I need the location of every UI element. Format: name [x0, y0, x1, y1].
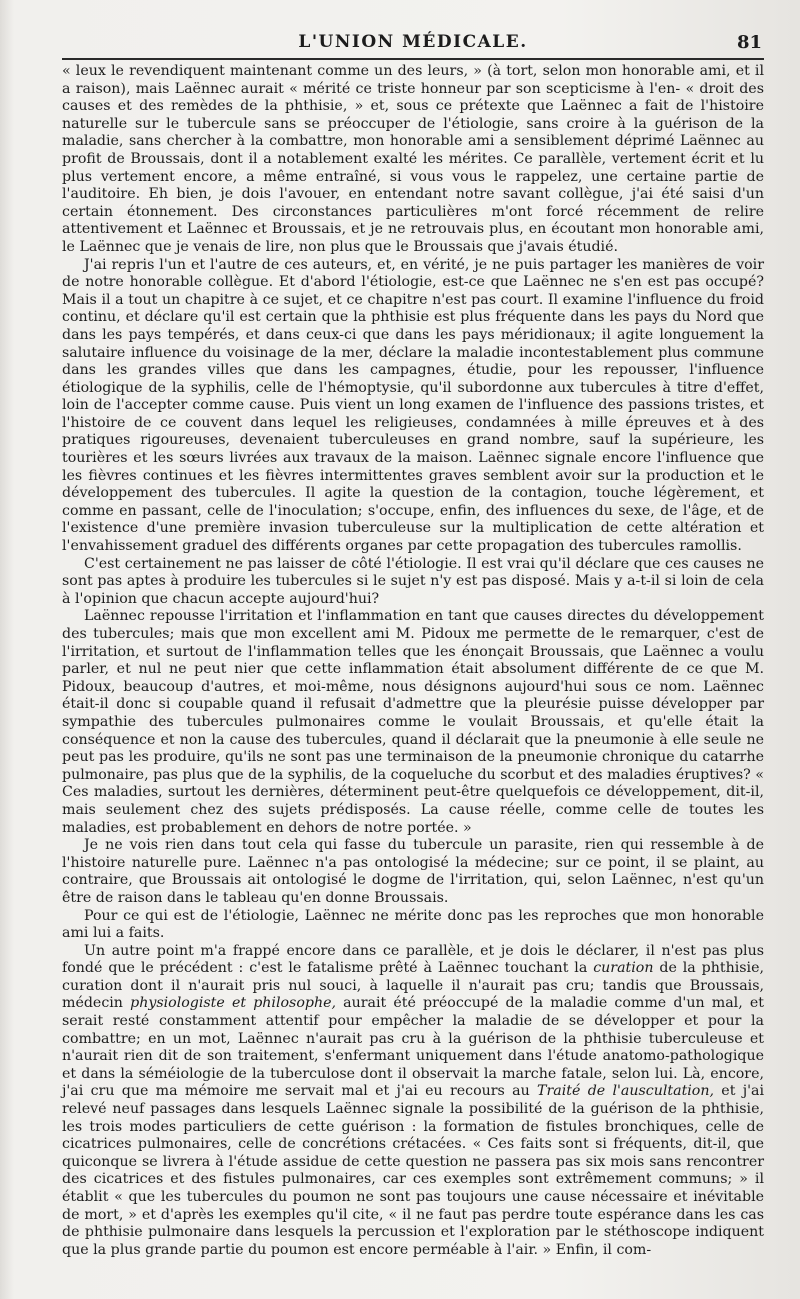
text-run: de la phthisie, curation dont il n'aurait pris nul souci, à laquelle il n'aurait pas cru; tandis que Broussais, médecin: [62, 960, 764, 1012]
paragraph: J'ai repris l'un et l'autre de ces auteurs, et, en vérité, je ne puis partager les manières de voir de notre honorable collègue. Et d'abord l'étiologie, est-ce que Laënnec ne s'en est pas occupé? Mais il a tout un chapitre à ce sujet, et ce chapitre n'est pas court. Il examine l'influence du froid continu, et déclare qu'il est certain que la phthisie est plus fréquente dans les pays du Nord que dans les pays tempérés, et dans ceux-ci que dans les pays méridionaux; il agite longuement la salutaire influence du voisinage de la mer, déclare la maladie incontestablement plus commune dans les grandes villes que dans les campagnes, étudie, pour les repousser, l'influence étiologique de la syphilis, celle de l'hémoptysie, qu'il subordonne aux tubercules à titre d'effet, loin de l'accepter comme cause. Puis vient un long examen de l'influence des passions tristes, et l'histoire de ce couvent dans lequel les religieuses, condamnées à mille épreuves et à des pratiques rigoureuses, devenaient tuberculeuses en grand nombre, sauf la supérieure, les tourières et les sœurs livrées aux travaux de la maison. Laënnec signale encore l'influence que les fièvres continues et les fièvres intermittentes graves semblent avoir sur la production et le développement des tubercules. Il agite la question de la contagion, touche légèrement, et comme en passant, celle de l'inoculation; s'occupe, enfin, des influences du sexe, de l'âge, et de l'existence d'une première invasion tuberculeuse sur la multiplication de cette altération et l'envahissement graduel des différents organes par cette propagation des tubercules ramollis.: [62, 256, 764, 555]
running-header: [62, 24, 764, 60]
italic-term: physiologiste et philosophe,: [130, 995, 336, 1012]
text-run: aurait été préoccupé de la maladie comme d'un mal, et serait resté constamment attentif pour empêcher la maladie de se développer et pour la combattre; en un mot, Laënnec n'aurait pas cru à la guérison de la phthisie tuberculeuse et n'aurait rien dit de son traitement, s'enfermant uniquement dans l'étude anatomo-pathologique et dans la séméiologie de la tuberculose dont il observait la marche fatale, selon lui. Là, encore, j'ai cru que ma mémoire me servait mal et j'ai eu recours au: [62, 995, 764, 1100]
body-text: [62, 63, 764, 1259]
paragraph: Pour ce qui est de l'étiologie, Laënnec ne mérite donc pas les reproches que mon honorable ami lui a faits.: [62, 907, 764, 942]
paragraph: « leux le revendiquent maintenant comme un des leurs, » (à tort, selon mon honorable ami, et il a raison), mais Laënnec aurait « mérité ce triste honneur par son scepticisme à l'en- « droit des causes et des remèdes de la phthisie, » et, sous ce prétexte que Laënnec a fait de l'histoire naturelle sur le tubercule sans se préoccuper de l'étiologie, sans croire à la guérison de la maladie, sans chercher à la combattre, mon honorable ami a sensiblement déprimé Laënnec au profit de Broussais, dont il a notablement exalté les mérites. Ce parallèle, vertement écrit et lu plus vertement encore, a même entraîné, si vous vous le rappelez, une certaine partie de l'auditoire. Eh bien, je dois l'avouer, en entendant notre savant collègue, j'ai été saisi d'un certain étonnement. Des circonstances particulières m'ont forcé récemment de relire attentivement et Laënnec et Broussais, et je ne retrouvais plus, en écoutant mon honorable ami, le Laënnec que je venais de lire, non plus que le Broussais que j'avais étudié.: [62, 63, 764, 255]
italic-term: curation: [593, 960, 654, 977]
paragraph: Je ne vois rien dans tout cela qui fasse du tubercule un parasite, rien qui ressemble à de l'histoire naturelle pure. Laënnec n'a pas ontologisé la médecine; sur ce point, il se plaint, au contraire, que Broussais ait ontologisé le dogme de l'irritation, qui, selon Laënnec, n'est qu'un être de raison dans le tableau qu'en donne Broussais.: [62, 837, 764, 906]
italic-book-title: Traité de l'auscultation,: [537, 1083, 714, 1100]
text-run: Un autre point m'a frappé encore dans ce parallèle, et je dois le déclarer, il n'est pas plus fondé que le précédent : c'est le fatalisme prêté à Laënnec touchant la: [62, 942, 764, 977]
paragraph: C'est certainement ne pas laisser de côté l'étiologie. Il est vrai qu'il déclare que ces causes ne sont pas aptes à produire les tubercules si le sujet n'y est pas disposé. Mais y a-t-il si loin de cela à l'opinion que chacun accepte aujourd'hui?: [62, 555, 764, 607]
paragraph: [62, 943, 764, 1260]
page-number: 81: [736, 32, 762, 53]
running-title: L'UNION MÉDICALE.: [298, 32, 528, 52]
paragraph: Laënnec repousse l'irritation et l'inflammation en tant que causes directes du développement des tubercules; mais que mon excellent ami M. Pidoux me permette de le remarquer, c'est de l'irritation, et surtout de l'inflammation telles que les énonçait Broussais, que Laënnec a voulu parler, et nul ne peut nier que cette inflammation était absolument différente de ce que M. Pidoux, beaucoup d'autres, et moi-même, nous désignons aujourd'hui sous ce nom. Laënnec était-il donc si coupable quand il refusait d'admettre que la pleurésie puisse développer par sympathie des tubercules pulmonaires comme le voulait Broussais, et qu'elle était la conséquence et non la cause des tubercules, quand il déclarait que la pneumonie à elle seule ne peut pas les produire, qu'ils ne sont pas une terminaison de la pneumonie chronique du catarrhe pulmonaire, pas plus que de la syphilis, de la coqueluche du scorbut et des maladies éruptives? « Ces maladies, surtout les dernières, déterminent peut-être quelquefois ce développement, dit-il, mais seulement chez des sujets prédisposés. La cause réelle, comme celle de toutes les maladies, est probablement en dehors de notre portée. »: [62, 608, 764, 836]
text-run: et j'ai relevé neuf passages dans lesquels Laënnec signale la possibilité de la guérison de la phthisie, les trois modes particuliers de cette guérison : la formation de fistules bronchiques, celle de cicatrices pulmonaires, celle de concrétions crétacées. « Ces faits sont si fréquents, dit-il, que quiconque se livrera à l'étude assidue de cette question ne passera pas six mois sans rencontrer des cicatrices et des fistules pulmonaires, car ces exemples sont extrêmement communs; » il établit « que les tubercules du poumon ne sont pas toujours une cause nécessaire et inévitable de mort, » et d'après les exemples qu'il cite, « il ne faut pas perdre toute espérance dans les cas de phthisie pulmonaire dans lesquels la percussion et l'exploration par le stéthoscope indiquent que la plus grande partie du poumon est encore perméable à l'air. » Enfin, il com-: [62, 1083, 764, 1258]
